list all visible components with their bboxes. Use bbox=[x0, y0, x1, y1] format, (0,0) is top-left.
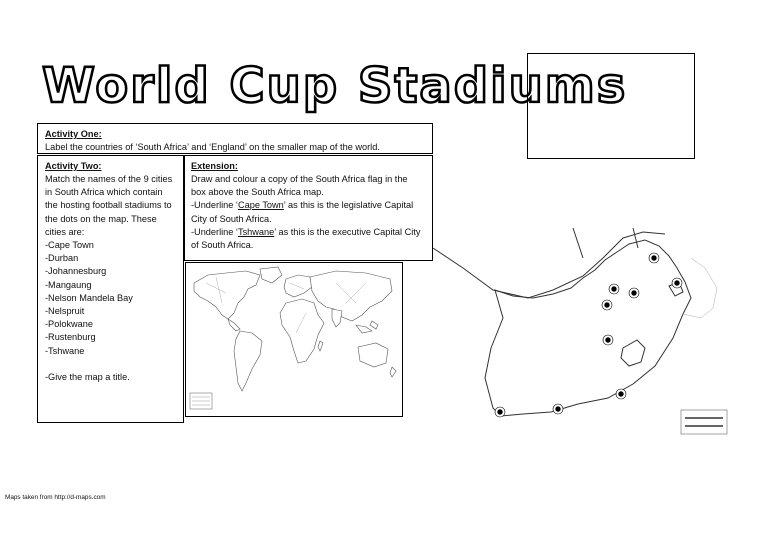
football-icon bbox=[629, 288, 639, 298]
football-icon bbox=[672, 278, 682, 288]
world-map-outline bbox=[186, 263, 402, 416]
intro-line: cities are: bbox=[45, 226, 85, 237]
cape-town-underlined: Cape Town bbox=[237, 200, 284, 211]
extension-line: Draw and colour a copy of the South Africa flag in the bbox=[191, 174, 408, 184]
city-item: -Mangaung bbox=[45, 279, 92, 290]
activity-two-label: Activity Two: bbox=[45, 161, 102, 171]
city-item: -Tshwane bbox=[45, 345, 85, 356]
extension-line bbox=[191, 199, 432, 212]
page-title bbox=[40, 58, 628, 114]
flag-drawing-box[interactable] bbox=[527, 53, 695, 159]
extension-text bbox=[191, 173, 432, 252]
map-credit: Maps taken from http://d-maps.com bbox=[5, 494, 106, 501]
extension-line: of South Africa. bbox=[191, 240, 254, 251]
world-map bbox=[185, 262, 403, 417]
activity-two-text bbox=[45, 173, 183, 384]
intro-line: the dots on the map. These bbox=[45, 213, 157, 224]
city-item: -Polokwane bbox=[45, 319, 94, 330]
football-icon bbox=[609, 284, 619, 294]
south-africa-map bbox=[433, 228, 732, 436]
football-icon bbox=[553, 404, 563, 414]
activity-two-box bbox=[37, 155, 184, 423]
activity-one-text: Label the countries of ‘South Africa’ and ‘England’ on the smaller map of the world. bbox=[45, 142, 380, 152]
extension-label: Extension: bbox=[191, 161, 238, 171]
title-instruction: -Give the map a title. bbox=[45, 371, 130, 382]
activity-one-box bbox=[37, 123, 433, 154]
south-africa-outline bbox=[433, 228, 732, 436]
scale-bar-box bbox=[681, 410, 727, 434]
football-icon bbox=[495, 407, 505, 417]
svg-text:World Cup Stadiums: World Cup Stadiums bbox=[42, 58, 628, 114]
football-icon bbox=[602, 300, 612, 310]
prefix: -Underline ‘ bbox=[191, 226, 238, 237]
football-icon bbox=[603, 335, 613, 345]
spacer bbox=[45, 358, 183, 371]
suffix: ’ as this is the legislative Capital bbox=[283, 200, 414, 211]
intro-line: the hosting football stadiums to bbox=[45, 200, 172, 211]
extension-line: box above the South Africa map. bbox=[191, 187, 324, 198]
football-icon bbox=[649, 253, 659, 263]
city-item: -Johannesburg bbox=[45, 266, 107, 277]
city-item: -Nelspruit bbox=[45, 306, 85, 317]
intro-line: Match the names of the 9 cities bbox=[45, 174, 173, 184]
activity-one-label: Activity One: bbox=[45, 129, 102, 139]
prefix: -Underline ‘ bbox=[191, 200, 238, 211]
city-item: -Cape Town bbox=[45, 240, 94, 251]
extension-line bbox=[191, 226, 432, 239]
tshwane-underlined: Tshwane bbox=[237, 226, 275, 237]
city-item: -Durban bbox=[45, 253, 79, 264]
extension-box bbox=[184, 155, 433, 261]
intro-line: in South Africa which contain bbox=[45, 187, 163, 198]
football-icon bbox=[616, 389, 626, 399]
city-item: -Rustenburg bbox=[45, 332, 96, 343]
city-item: -Nelson Mandela Bay bbox=[45, 292, 133, 303]
extension-line: City of South Africa. bbox=[191, 213, 272, 224]
suffix: ’ as this is the executive Capital City bbox=[274, 226, 421, 237]
